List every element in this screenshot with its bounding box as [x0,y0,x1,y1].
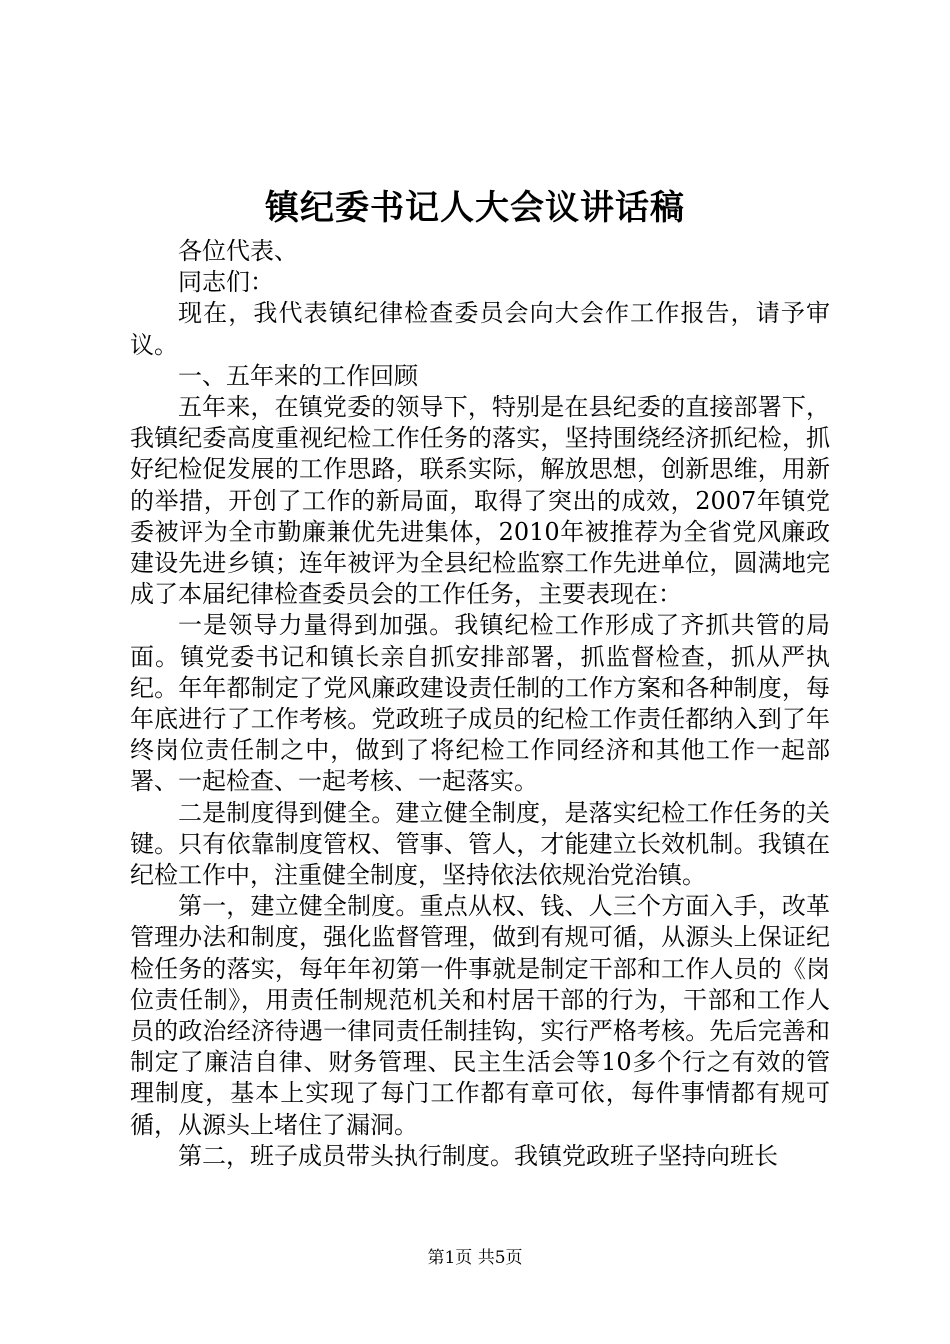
paragraph-salutation-delegates: 各位代表、 [178,237,298,265]
document-body [130,236,830,1172]
paragraph-institutions: 二是制度得到健全。建立健全制度，是落实纪检工作任务的关键。只有依靠制度管权、管事、管人，才能建立长效机制。我镇在纪检工作中，注重健全制度，坚持依法依规治党治镇。 [130,798,830,890]
paragraph-overview: 五年来，在镇党委的领导下，特别是在县纪委的直接部署下，我镇纪委高度重视纪检工作任务的落实，坚持围绕经济抓纪检，抓好纪检促发展的工作思路，联系实际，解放思想，创新思维，用新的举措，开创了工作的新局面，取得了突出的成效，2007年镇党委被评为全市勤廉兼优先进集体，2010年被推荐为全省党风廉政建设先进乡镇；连年被评为全县纪检监察工作先进单位，圆满地完成了本届纪律检查委员会的工作任务，主要表现在： [130,393,830,609]
page-number-footer: 第1页 共5页 [427,1248,523,1268]
paragraph-first-point: 第一，建立健全制度。重点从权、钱、人三个方面入手，改革管理办法和制度，强化监督管理，做到有规可循，从源头上保证纪检任务的落实，每年年初第一件事就是制定干部和工作人员的《岗位责任制》，用责任制规范机关和村居干部的行为，干部和工作人员的政治经济待遇一律同责任制挂钩，实行严格考核。先后完善和制定了廉洁自律、财务管理、民主生活会等10多个行之有效的管理制度，基本上实现了每门工作都有章可依，每件事情都有规可循，从源头上堵住了漏洞。 [130,892,830,1139]
document-title: 镇纪委书记人大会议讲话稿 [265,188,685,228]
paragraph-intro: 现在，我代表镇纪律检查委员会向大会作工作报告，请予审议。 [130,299,830,359]
paragraph-second-point: 第二，班子成员带头执行制度。我镇党政班子坚持向班长 [178,1141,778,1170]
paragraph-salutation-comrades: 同志们： [178,268,274,297]
section-heading: 一、五年来的工作回顾 [178,361,418,390]
paragraph-leadership: 一是领导力量得到加强。我镇纪检工作形成了齐抓共管的局面。镇党委书记和镇长亲自抓安排部署，抓监督检查，抓从严执纪。年年都制定了党风廉政建设责任制的工作方案和各种制度，每年底进行了工作考核。党政班子成员的纪检工作责任都纳入到了年终岗位责任制之中，做到了将纪检工作同经济和其他工作一起部署、一起检查、一起考核、一起落实。 [130,611,830,796]
